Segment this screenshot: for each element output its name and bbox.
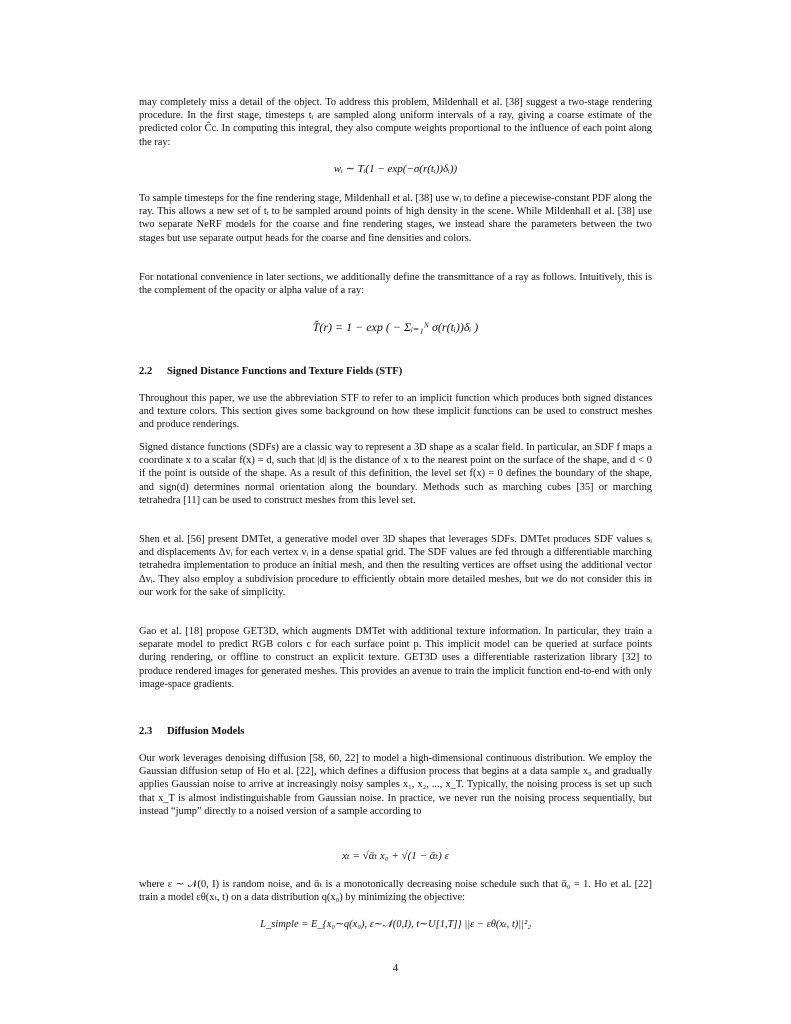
section-title: Diffusion Models: [167, 726, 245, 737]
section-number: 2.3: [139, 726, 153, 737]
paragraph-two-stage-rendering: may completely miss a detail of the object. To address this problem, Mildenhall et al. [38] suggest a two-stage rendering procedure. In the first stage, timesteps tᵢ are sampled along uniform intervals of a ray, giving a coarse estimate of the predicted color Ĉc. In computing this integral, they also compute weights proportional to the influence of each point along the ray:: [139, 97, 652, 148]
paragraph-objective: where ε ∼ 𝒩(0, I) is random noise, and ᾱₜ is a monotonically decreasing noise schedule such that ᾱ₀ = 1. Ho et al. [22] train a model εθ(xₜ, t) on a data distribution q(x₀) by minimizing the objective:: [139, 879, 652, 904]
paragraph-sdf: Signed distance functions (SDFs) are a classic way to represent a 3D shape as a scalar field. In particular, an SDF f maps a coordinate x to a scalar f(x) = d, such that |d| is the distance of x to the nearest point on the surface of the shape, and d < 0 if the point is outside of the shape. As a result of this definition, the level set f(x) = 0 defines the boundary of the shape, and sign(d) determines normal orientation along the boundary. Methods such as marching cubes [35] or marching tetrahedra [11] can be used to construct meshes from this level set.: [139, 442, 652, 506]
equation-weights: wᵢ ∼ Tᵢ(1 − exp(−σ(r(tᵢ))δᵢ)): [333, 163, 458, 175]
paragraph-fine-sampling: To sample timesteps for the fine rendering stage, Mildenhall et al. [38] use wᵢ to define a piecewise-constant PDF along the ray. This allows a new set of tᵢ to be sampled around points of high density in the scene. While Mildenhall et al. [38] use two separate NeRF models for the coarse and fine rendering stages, we instead share the parameters between the two stages but use separate output heads for the coarse and fine densities and colors.: [139, 193, 652, 244]
paragraph-diffusion: Our work leverages denoising diffusion [58, 60, 22] to model a high-dimensional continuous distribution. We employ the Gaussian diffusion setup of Ho et al. [22], which defines a diffusion process that begins at a data sample x₀ and gradually applies Gaussian noise to arrive at increasingly noisy samples x₁, x₂, ..., x_T. Typically, the noising process is set up such that x_T is almost indistinguishable from Gaussian noise. In practice, we never run the noising process sequentially, but instead “jump” directly to a noised version of a sample according to: [139, 753, 652, 817]
equation-loss: L_simple = E_{x₀∼q(x₀), ε∼𝒩(0,I), t∼U[1,T]} ||ε − εθ(xₜ, t)||²₂: [260, 919, 531, 930]
page-number: 4: [392, 962, 399, 974]
section-title: Signed Distance Functions and Texture Fields (STF): [167, 366, 403, 377]
paragraph-stf-intro: Throughout this paper, we use the abbreviation STF to refer to an implicit function which produces both signed distances and texture colors. This section gives some background on how these implicit functions can be used to construct meshes and produce renderings.: [139, 393, 652, 431]
paragraph-dmtet: Shen et al. [56] present DMTet, a generative model over 3D shapes that leverages SDFs. DMTet produces SDF values sᵢ and displacements Δvᵢ for each vertex vᵢ in a dense spatial grid. The SDF values are fed through a differentiable marching tetrahedra implementation to produce an initial mesh, and then the resulting vertices are offset using the additional vector Δvᵢ. They also employ a subdivision procedure to efficiently obtain more detailed meshes, but we do not consider this in our work for the sake of simplicity.: [139, 534, 652, 598]
equation-noising: xₜ = √ᾱₜ x₀ + √(1 − ᾱₜ) ε: [342, 850, 449, 862]
equation-transmittance: T̂(r) = 1 − exp ( − Σᵢ₌₁ᴺ σ(r(tᵢ))δᵢ ): [312, 320, 479, 334]
section-heading-2-2: [139, 366, 402, 377]
paragraph-transmittance: For notational convenience in later sections, we additionally define the transmittance of a ray as follows. Intuitively, this is the complement of the opacity or alpha value of a ray:: [139, 272, 652, 297]
paragraph-get3d: Gao et al. [18] propose GET3D, which augments DMTet with additional texture information. In particular, they train a separate model to predict RGB colors c for each surface point p. This implicit model can be queried at surface points during rendering, or offline to construct an explicit texture. GET3D uses a differentiable rasterization library [32] to produce rendered images for generated meshes. This provides an avenue to train the implicit function end-to-end with only image-space gradients.: [139, 626, 652, 690]
section-heading-2-3: [139, 726, 244, 737]
section-number: 2.2: [139, 366, 153, 377]
